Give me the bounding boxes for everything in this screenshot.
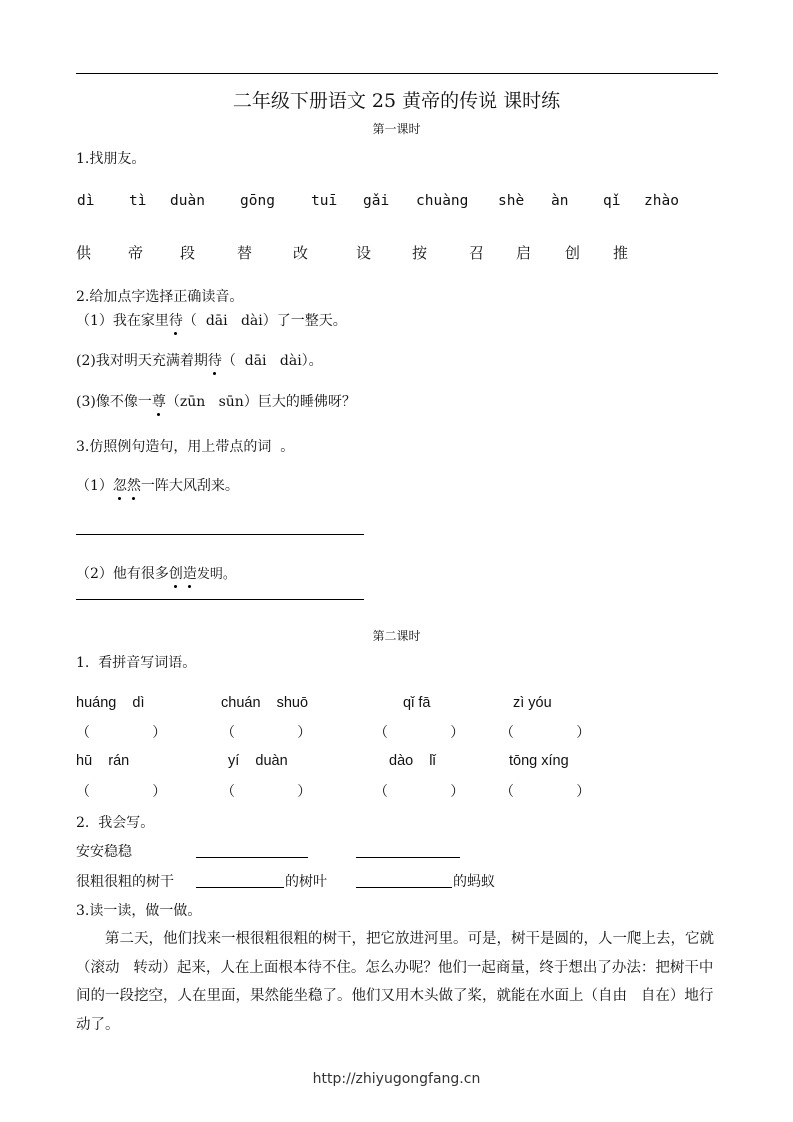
footer-url[interactable]: http://zhiyugongfang.cn (312, 1071, 481, 1087)
answer-line[interactable] (196, 857, 308, 858)
text: （ dāi dài）。 (221, 353, 323, 369)
l1-q2-label: 2.给加点字选择正确读音。 (76, 289, 244, 305)
lesson2-heading: 第二课时 (372, 629, 421, 643)
text: （1）我在家里 (76, 313, 169, 329)
l1-q1-label: 1.找朋友。 (76, 151, 146, 167)
dotted-char: 待 (208, 350, 222, 370)
pinyin-item: tì (129, 193, 147, 209)
pinyin-word: hū rán (76, 753, 130, 769)
lesson1-heading: 第一课时 (372, 122, 421, 136)
l1-q2-sentence-1 (76, 310, 347, 330)
header-rule (76, 73, 718, 74)
pinyin-item: zhào (644, 193, 679, 209)
answer-line[interactable] (356, 887, 452, 888)
dotted-char: 忽 (113, 475, 127, 495)
l2-q2-line1-text: 安安稳稳 (76, 844, 132, 860)
l2-q2-line2-suffix1: 的树叶 (285, 874, 327, 890)
pinyin-word: yí duàn (228, 753, 288, 769)
text: (2)我对明天充满着期 (76, 353, 208, 369)
text: 一阵大风刮来。 (140, 478, 239, 494)
dotted-char: 然 (127, 475, 141, 495)
answer-paren[interactable]: （ ） (76, 784, 167, 800)
answer-line[interactable] (196, 887, 284, 888)
pinyin-item: chuàng (416, 193, 469, 209)
page-title: 二年级下册语文 25 黄帝的传说 课时练 (232, 90, 561, 112)
dotted-char: 待 (169, 310, 183, 330)
text: （ dāi dài）了一整天。 (182, 313, 347, 329)
answer-paren[interactable]: （ ） (76, 725, 167, 741)
l1-q3-sentence-2 (76, 563, 236, 583)
pinyin-item: shè (498, 193, 525, 209)
answer-line[interactable] (356, 857, 460, 858)
hanzi-item: 段 (180, 244, 196, 262)
hanzi-item: 设 (356, 244, 372, 262)
l1-q3-label: 3.仿照例句造句，用上带点的词 。 (76, 439, 295, 455)
hanzi-item: 改 (293, 244, 309, 262)
pinyin-word: zì yóu (513, 695, 552, 711)
hanzi-item: 帝 (128, 244, 144, 262)
l1-q3-sentence-1 (76, 475, 239, 495)
text: 发明。 (196, 567, 236, 582)
pinyin-item: gōng (240, 193, 275, 209)
pinyin-item: gǎi (363, 193, 390, 209)
hanzi-item: 创 (565, 244, 581, 262)
answer-paren[interactable]: （ ） (221, 784, 312, 800)
answer-paren[interactable]: （ ） (374, 784, 465, 800)
pinyin-item: àn (551, 193, 569, 209)
hanzi-item: 召 (469, 244, 485, 262)
pinyin-word: qǐ fā (403, 695, 431, 711)
dotted-char: 造 (183, 563, 197, 583)
l2-q2-label: 2. 我会写。 (76, 815, 155, 831)
hanzi-item: 供 (76, 244, 92, 262)
dotted-char: 尊 (152, 391, 166, 411)
answer-paren[interactable]: （ ） (374, 725, 465, 741)
l2-q2-line2-suffix2: 的蚂蚁 (453, 874, 495, 890)
pinyin-item: duàn (170, 193, 205, 209)
l2-q3-label: 3.读一读，做一做。 (76, 903, 202, 919)
text: （1） (76, 478, 113, 494)
hanzi-item: 替 (237, 244, 253, 262)
answer-line[interactable] (76, 599, 364, 600)
pinyin-item: dì (77, 193, 95, 209)
l1-q2-sentence-2 (76, 350, 323, 370)
pinyin-item: qǐ (603, 193, 621, 209)
text: （zūn sūn）巨大的睡佛呀？ (165, 394, 356, 410)
answer-line[interactable] (76, 534, 364, 535)
pinyin-word: tōng xíng (509, 753, 569, 769)
hanzi-item: 启 (516, 244, 532, 262)
answer-paren[interactable]: （ ） (500, 725, 591, 741)
l2-q2-line2-text: 很粗很粗的树干 (76, 874, 174, 890)
text: （2）他有很多 (76, 566, 169, 582)
pinyin-word: dào lǐ (389, 753, 436, 769)
hanzi-item: 按 (412, 244, 428, 262)
pinyin-word: huáng dì (76, 695, 145, 711)
l1-q2-sentence-3 (76, 391, 356, 411)
l2-q1-label: 1. 看拼音写词语。 (76, 655, 197, 671)
hanzi-item: 推 (613, 244, 629, 262)
answer-paren[interactable]: （ ） (221, 725, 312, 741)
pinyin-item: tuī (311, 193, 338, 209)
pinyin-word: chuán shuō (221, 695, 309, 711)
reading-paragraph: 第二天，他们找来一根很粗很粗的树干，把它放进河里。可是，树干是圆的，人一爬上去，它就（滚动 转动）起来，人在上面根本待不住。怎么办呢？他们一起商量，终于想出了办法：把树干中间的一段挖空，人在里面，果然能坐稳了。他们又用木头做了桨，就能在水面上（自由 自在）地行动了。 (76, 931, 714, 1033)
answer-paren[interactable]: （ ） (500, 784, 591, 800)
dotted-char: 创 (169, 563, 183, 583)
text: (3)像不像一 (76, 394, 152, 410)
